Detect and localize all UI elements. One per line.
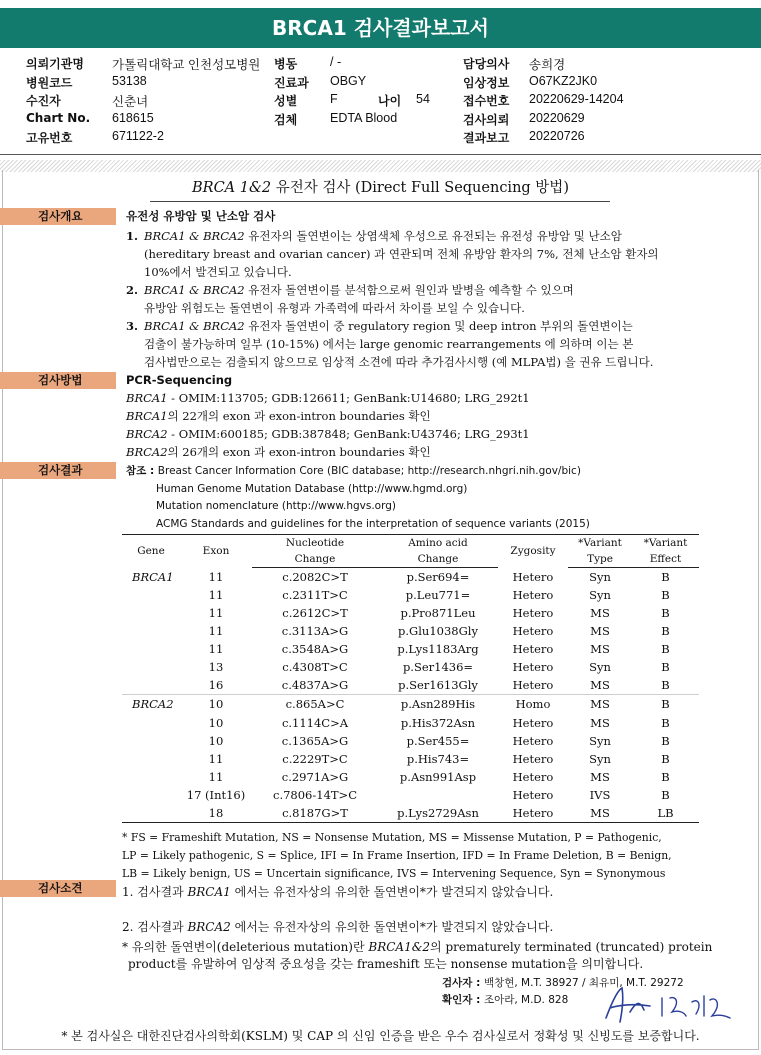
title-underline [150,201,610,202]
cell-exon: 17 (Int16) [186,787,246,802]
overview-item-line: 10%에서 발견되고 있습니다. [144,265,292,279]
header-amino-acid: Amino acid [378,535,498,552]
cell-effect: B [661,570,670,584]
field-label: 접수번호 [463,94,510,109]
cell-type: MS [568,804,632,823]
header-nucleotide: Nucleotide [252,535,378,552]
header-variant-type: *Variant [568,535,632,552]
cell-type: MS [590,606,610,621]
patient-info-row [26,111,726,130]
cell-gene [122,804,180,823]
table-row [122,640,699,658]
cell-effect: B [661,642,670,657]
test-title-rest: 유전자 검사 (Direct Full Sequencing 방법) [271,180,569,196]
overview-item [126,317,736,371]
reference-item: Mutation nomenclature (http://www.hgvs.org) [156,500,396,512]
section-label-result: 검사결과 [0,462,116,479]
cell-effect: LB [632,804,699,823]
table-row [122,786,699,804]
cell-gene [122,732,180,750]
reference-item: ACMG Standards and guidelines for the interpretation of sequence variants (2015) [156,517,590,530]
field-label: 검사의뢰 [463,112,510,127]
cell-effect: B [661,606,670,621]
cell-exon: 13 [208,660,224,675]
cell-nucleotide: c.865A>C [252,695,378,714]
header-zygosity: Zygosity [498,535,568,568]
cell-effect: B [632,695,699,714]
field-label: 결과보고 [463,131,510,146]
field-label: 성별 [274,94,298,109]
cell-exon: 11 [208,606,224,621]
accreditation-note: * 본 검사실은 대한진단검사의학회(KSLM) 및 CAP 의 신임 인증을 받은 우수 검사실로서 정확성 및 신빙도를 보증합니다. [61,1029,700,1043]
confirmer-value: 조아라, M.D. 828 [483,994,569,1006]
patient-info-row [26,55,726,74]
field-value: O67KZ2JK0 [529,73,598,88]
table-row [122,676,699,695]
cell-zygosity: Hetero [512,569,554,584]
cell-effect: B [661,678,670,693]
field-value: 20220726 [529,129,585,144]
table-row [122,768,699,786]
age-label: 나이 [378,94,402,109]
cell-nucleotide: c.2612C>T [282,606,348,621]
cell-nucleotide: c.4837A>G [281,678,349,693]
field-value: EDTA Blood [330,110,398,125]
cell-zygosity: Hetero [512,733,554,748]
section-label-method: 검사방법 [0,372,116,389]
cell-exon: 11 [208,624,224,639]
method-block [126,371,530,461]
table-row [122,732,699,750]
overview-item-line: 유전자의 돌연변이는 상염색체 우성으로 유전되는 유전성 유방암 및 난소암 [244,229,622,243]
patient-info-grid [26,55,726,148]
cell-effect: B [661,733,670,748]
field-value: 신춘녀 [112,95,149,110]
table-row [122,568,699,587]
overview-item-genes: BRCA1 & BRCA2 [144,283,245,297]
cell-amino: p.Leu771= [405,588,471,603]
cell-zygosity: Hetero [498,804,568,823]
cell-exon: 11 [208,751,224,766]
variant-table-body [122,568,699,823]
cell-zygosity: Hetero [512,606,554,621]
cell-exon: 11 [208,588,224,603]
handwritten-signature [600,982,740,1027]
conclusion-line-2 [122,918,553,936]
table-row [122,658,699,676]
cell-zygosity: Hetero [512,751,554,766]
cell-gene [122,676,180,695]
cell-exon: 11 [208,769,224,784]
conclusion-text: 에서는 유전자상의 유의한 돌연변이*가 발견되지 않았습니다. [230,920,554,934]
reference-item: Breast Cancer Information Core (BIC database; http://research.nhgri.nih.gov/bic) [157,465,581,477]
header-nucleotide-sub: Change [252,551,378,568]
cell-exon: 10 [208,715,224,730]
conclusion-gene: BRCA2 [187,920,231,934]
cell-amino: p.Asn991Asp [399,769,477,784]
cell-zygosity: Hetero [512,678,554,693]
cell-amino: p.Ser694= [406,570,470,584]
cell-nucleotide: c.8187G>T [252,804,378,823]
field-label: Chart No. [26,110,91,125]
test-title-genes: BRCA 1&2 [192,180,272,196]
table-header-row [122,535,699,552]
cell-exon: 10 [208,733,224,748]
field-label: 의뢰기관명 [26,57,84,71]
section-label-overview: 검사개요 [0,208,116,225]
overview-heading-text: 유전성 유방암 및 난소암 검사 [126,209,276,223]
overview-item-genes: BRCA1 & BRCA2 [144,319,245,333]
cell-gene [122,586,180,604]
method-brca1-gene: BRCA1 [126,409,168,423]
references-prefix: 참조 : [126,465,158,477]
cell-gene [122,658,180,676]
cell-type: Syn [589,588,611,603]
cell-amino [378,786,498,804]
overview-item-line: 유전자 돌연변이를 분석함으로써 원인과 발병을 예측할 수 있으며 [244,283,574,297]
cell-exon: 16 [208,678,224,693]
cell-zygosity: Hetero [512,660,554,675]
cell-effect: B [661,624,670,639]
cell-effect: B [661,588,670,603]
cell-gene [122,640,180,658]
cell-nucleotide: c.4308T>C [282,660,348,675]
overview-list [126,227,736,371]
table-row [122,586,699,604]
confirmer-line [442,991,568,1010]
cell-zygosity: Hetero [512,624,554,639]
overview-item-line: 검출이 불가능하며 일부 (10-15%) 에서는 large genomic rearrangements 에 의하며 이는 본 [144,337,634,351]
field-label: 병원코드 [26,75,73,90]
cell-exon: 10 [180,695,252,714]
cell-type: MS [590,715,610,730]
variant-table [122,534,699,823]
field-value: 가톨릭대학교 인천성모병원 [112,58,261,72]
field-label: 담당의사 [463,57,510,71]
overview-item-number: 3. [126,319,139,333]
cell-nucleotide: c.2971A>G [281,769,349,784]
cell-effect: B [661,769,670,784]
cell-gene [122,750,180,768]
field-value: F [330,92,338,107]
cell-exon: 11 [208,642,224,657]
overview-item [126,227,736,281]
field-value: OBGY [330,73,367,88]
cell-nucleotide: c.3548A>G [281,642,349,657]
field-value: 20220629-14204 [529,92,624,107]
header-exon: Exon [180,535,252,568]
cell-exon: 18 [180,804,252,823]
cell-type: Syn [589,751,611,766]
table-row [122,713,699,731]
method-brca1-refs: - OMIM:113705; GDB:126611; GenBank:U14680; LRG_292t1 [167,391,530,405]
field-value: 20220629 [529,110,585,125]
cell-amino: p.Ser1613Gly [398,678,478,693]
method-brca2-gene: BRCA2 [126,427,168,441]
table-row [122,695,699,714]
overview-item-line: (hereditary breast and ovarian cancer) 과 연관되며 전체 유방암 환자의 7%, 전체 난소암 환자의 [144,247,659,261]
reference-item: Human Genome Mutation Database (http://www.hgmd.org) [156,482,468,495]
section-label-conclusion: 검사소견 [0,880,116,897]
method-brca1-gene: BRCA1 [126,391,168,405]
field-label: 검체 [274,112,298,127]
cell-zygosity: Hetero [512,715,554,730]
method-brca2-exon-note: 의 26개의 exon 과 exon-intron boundaries 확인 [167,445,431,459]
cell-type: MS [590,642,610,657]
field-label: 진료과 [274,75,309,90]
cell-gene [122,768,180,786]
header-divider [0,154,761,155]
conclusion-note-2: product를 유발하여 임상적 중요성을 갖는 frameshift 또는 nonsense mutation을 의미합니다. [128,957,644,971]
overview-item-number: 2. [126,283,139,297]
cell-type: Syn [589,570,611,584]
footnote-line: LP = Likely pathogenic, S = Splice, IFI = In Frame Insertion, IFD = In Frame Deletion, B = Benign, [122,849,672,862]
cell-type: IVS [589,787,611,802]
method-brca1-exon-note: 의 22개의 exon 과 exon-intron boundaries 확인 [167,409,431,423]
table-row [122,622,699,640]
conclusion-gene: BRCA1 [187,885,231,899]
field-label: 수진자 [26,94,61,109]
age-value: 54 [416,92,430,107]
overview-item-line: 유전자 돌연변이 중 regulatory region 및 deep intron 부위의 돌연변이는 [244,319,633,333]
field-label: 고유번호 [26,131,73,146]
cell-nucleotide: c.7806-14T>C [273,787,357,802]
conclusion-note-1 [122,938,712,956]
footnote-line: * FS = Frameshift Mutation, NS = Nonsense Mutation, MS = Missense Mutation, P = Pathogenic, [122,831,662,844]
header-variant-effect: *Variant [632,535,699,552]
cell-amino: p.Ser1436= [402,660,474,675]
overview-heading [126,207,275,225]
cell-type: MS [568,695,632,714]
cell-type: MS [590,624,610,639]
cell-effect: B [661,787,670,802]
confirmer-label: 확인자 : [442,994,484,1006]
cell-type: Syn [589,733,611,748]
header-variant-effect-sub: Effect [632,551,699,568]
cell-nucleotide: c.2311T>C [282,588,348,603]
conclusion-line-1 [122,883,553,901]
cell-zygosity: Hetero [512,787,554,802]
cell-effect: B [661,751,670,766]
conclusion-text: * 유의한 돌연변이(deleterious mutation)란 [122,940,369,954]
cell-amino: p.Pro871Leu [400,606,476,621]
conclusion-text: 의 prematurely terminated (truncated) protein [430,940,713,954]
method-brca2-gene: BRCA2 [126,445,168,459]
cell-exon: 11 [208,569,224,584]
conclusion-text: 2. 검사결과 [122,920,188,934]
table-row [122,750,699,768]
cell-nucleotide: c.1365A>G [281,733,349,748]
cell-amino: p.Glu1038Gly [398,624,478,639]
tester-value: 백창현, M.T. 38927 / 최유미, M.T. 29272 [483,977,684,989]
cell-zygosity: Homo [498,695,568,714]
cell-gene [122,622,180,640]
cell-amino: p.Lys2729Asn [378,804,498,823]
cell-zygosity: Hetero [512,642,554,657]
cell-zygosity: Hetero [512,588,554,603]
header-gene: Gene [122,535,180,568]
cell-amino: p.Ser455= [406,733,470,748]
field-value: 618615 [112,110,154,125]
references-block [126,463,590,533]
conclusion-text: 에서는 유전자상의 유의한 돌연변이*가 발견되지 않았습니다. [230,885,554,899]
method-name: PCR-Sequencing [126,373,233,387]
field-label: 병동 [274,57,298,71]
conclusion-gene: BRCA1&2 [368,940,431,954]
field-value: 송희경 [529,58,566,72]
cell-gene [122,713,180,731]
overview-item-line: 유방암 위험도는 돌연변이 유형과 가족력에 따라서 차이를 보일 수 있습니다. [144,301,525,315]
cell-nucleotide: c.3113A>G [281,624,349,639]
cell-gene: BRCA1 [132,569,174,584]
cell-effect: B [661,715,670,730]
header-variant-type-sub: Type [568,551,632,568]
header-amino-acid-sub: Change [378,551,498,568]
cell-nucleotide: c.2229T>C [282,751,348,766]
field-value: / - [330,55,342,69]
field-value: 53138 [112,73,147,88]
cell-zygosity: Hetero [512,769,554,784]
field-value: 671122-2 [112,129,164,144]
cell-amino: p.His743= [406,751,470,766]
cell-amino: p.Asn289His [378,695,498,714]
cell-type: MS [590,678,610,693]
method-brca2-refs: - OMIM:600185; GDB:387848; GenBank:U43746; LRG_293t1 [167,427,530,441]
cell-nucleotide: c.2082C>T [282,570,348,584]
field-label: 임상정보 [463,75,510,90]
overview-item-genes: BRCA1 & BRCA2 [144,229,245,243]
tester-label: 검사자 : [442,977,484,989]
cell-gene [122,786,180,804]
overview-item-number: 1. [126,229,139,243]
overview-item-line: 검사법만으로는 검출되지 않으므로 임상적 소견에 따라 추가검사시행 (예 MLPA법) 을 권유 드립니다. [144,355,654,369]
footnote-line: LB = Likely benign, US = Uncertain significance, IVS = Intervening Sequence, Syn = Synonymous [122,867,666,880]
cell-type: Syn [589,660,611,675]
table-row [122,804,699,823]
table-row [122,604,699,622]
cell-effect: B [661,660,670,675]
report-title: BRCA1 검사결과보고서 [0,8,761,48]
patient-info-row [26,92,726,111]
patient-info-row [26,129,726,148]
cell-type: MS [590,769,610,784]
overview-item [126,281,736,317]
cell-gene [122,604,180,622]
cell-nucleotide: c.1114C>A [281,715,349,730]
conclusion-text: 1. 검사결과 [122,885,188,899]
cell-amino: p.Lys1183Arg [397,642,479,657]
cell-gene: BRCA2 [122,695,180,714]
cell-amino: p.His372Asn [400,715,476,730]
test-title [0,176,761,197]
patient-info-row [26,74,726,93]
